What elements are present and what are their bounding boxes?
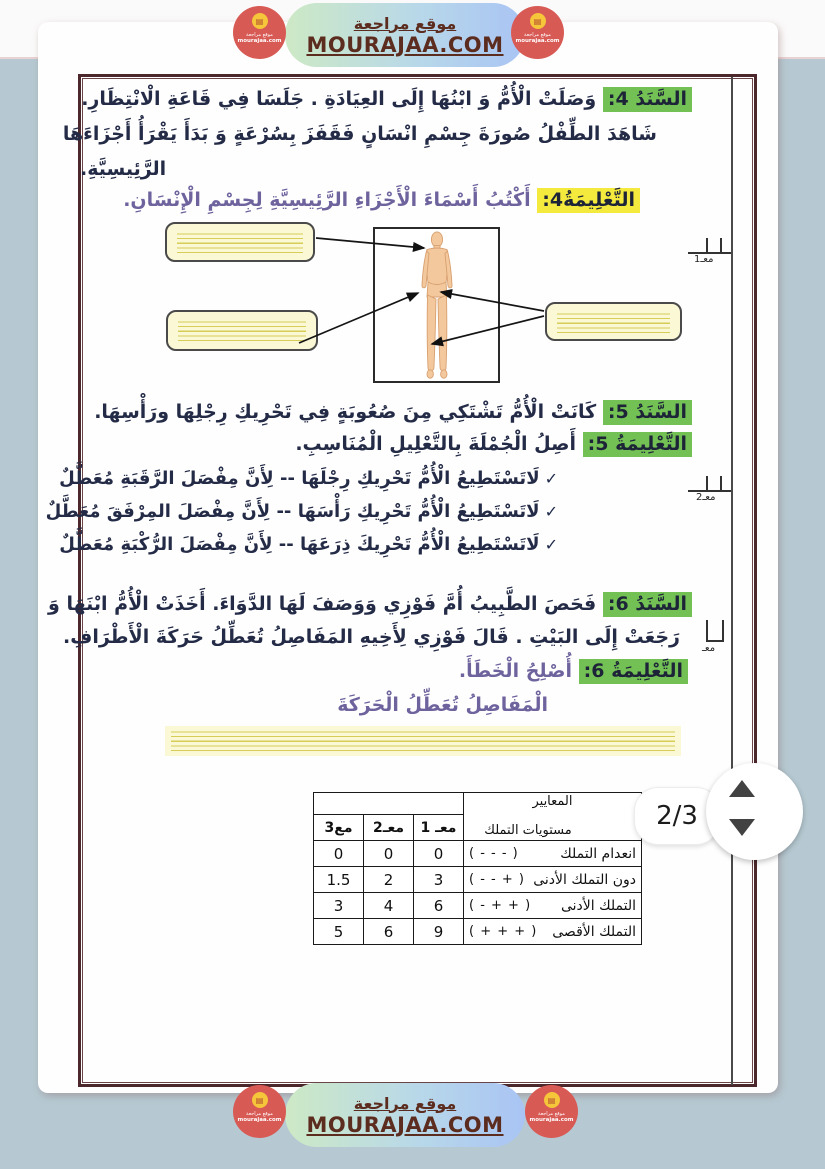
row-label: دون التملك الأدنى xyxy=(533,871,636,888)
taalima4-line xyxy=(123,185,640,215)
margin-mark-label: معـ2 xyxy=(696,492,716,503)
sanad6-label: السَّنَدُ 6: xyxy=(603,592,692,617)
rubric-corner-bottom: مستويات التملك xyxy=(484,823,572,838)
match-sentence: لَاتَسْتَطِيعُ الْأُمُّ تَحْرِيكِ رَأْسَهَا xyxy=(297,500,540,522)
sanad6-text2: رَجَعَتْ إِلَى البَيْتِ . قَالَ فَوْزِي لِأَخِيهِ المَفَاصِلُ تُعَطِّلُ حَرَكَةَ الْأَطْرَافِ. xyxy=(63,626,680,648)
rubric-table xyxy=(313,792,642,945)
taalima4-label: التَّعْلِيمَةُ4: xyxy=(537,188,640,213)
score-cell: 0 xyxy=(364,841,414,867)
sanad6-line1 xyxy=(48,589,692,619)
mourajaa-logo: ▤ موقع مراجعة mourajaa.com xyxy=(233,1085,286,1138)
match-reason: لِأَنَّ مِفْصَلَ الرَّقَبَةِ مُعَطَّلٌ xyxy=(59,467,274,489)
answer-box-bottom-left xyxy=(166,310,318,351)
rubric-row-3 xyxy=(314,893,642,919)
sanad4-line2: شَاهَدَ الطِّفْلُ صُورَةَ جِسْمِ انْسَانٍ فَقَفَزَ بِسُرْعَةٍ وَ بَدَأَ يَقْرَأُ أَجْزَاءَهَا xyxy=(62,123,657,145)
sanad4-label: السَّنَدُ 4: xyxy=(603,87,692,112)
page-indicator: 2/3 xyxy=(634,787,720,845)
sanad5-text: كَانَتْ الْأُمُّ تَشْتَكِي مِنَ صُعُوبَةٍ فِي تَحْرِيكِ رِجْلِهَا ورَأْسِهَا. xyxy=(94,401,597,423)
taalima5-line xyxy=(295,429,692,459)
book-icon: ▤ xyxy=(252,1092,268,1108)
score-cell: 1.5 xyxy=(314,867,364,893)
score-cell: 6 xyxy=(364,919,414,945)
margin-mark-label: معـ xyxy=(702,643,716,654)
sanad4-line1 xyxy=(81,84,692,114)
mourajaa-logo: ▤ موقع مراجعة mourajaa.com xyxy=(525,1085,578,1138)
row-label: انعدام التملك xyxy=(560,845,636,862)
rubric-row-2 xyxy=(314,867,642,893)
rubric-corner-top: المعايير xyxy=(532,794,573,809)
rubric-row-1 xyxy=(314,841,642,867)
score-cell: 0 xyxy=(414,841,464,867)
human-figure-box xyxy=(373,227,500,383)
top-banner-link[interactable] xyxy=(285,3,525,67)
site-name-arabic: موقع مراجعة xyxy=(353,13,457,33)
score-cell: 2 xyxy=(364,867,414,893)
answer-lines xyxy=(557,310,670,333)
match-row-3: ✓لَاتَسْتَطِيعُ الْأُمُّ تَحْرِيكَ ذِرَعَهَا - - لِأَنَّ مِفْصَلَ الرُّكْبَةِ مُعَطَّلٌ xyxy=(59,533,558,555)
sanad4-text: وَصَلَتْ الْأُمُّ وَ ابْنُهَا إِلَى العِيَادَةِ . جَلَسَا فِي قَاعَةِ الْانْتِظَارِ. xyxy=(81,88,597,110)
match-row-2: ✓لَاتَسْتَطِيعُ الْأُمُّ تَحْرِيكِ رَأْسَهَا - - لِأَنَّ مِفْصَلَ المِرْفَقَ مُعَطَّلٌ xyxy=(45,500,558,522)
margin-mark-label: معـ1 xyxy=(694,254,714,265)
match-sentence: لَاتَسْتَطِيعُ الْأُمُّ تَحْرِيكِ رِجْلَهَا xyxy=(301,467,540,489)
rubric-corner-cell xyxy=(464,793,642,841)
score-cell: 6 xyxy=(414,893,464,919)
site-name-arabic: موقع مراجعة xyxy=(353,1093,457,1113)
taalima5-label: التَّعْلِيمَةُ 5: xyxy=(583,432,692,457)
check-icon: ✓ xyxy=(544,468,558,488)
col-header-m2: معـ2 xyxy=(364,815,414,841)
answer-lines xyxy=(178,318,306,343)
rubric-empty-cell xyxy=(314,793,464,815)
match-reason: لِأَنَّ مِفْصَلَ المِرْفَقَ مُعَطَّلٌ xyxy=(45,500,271,522)
match-sentence: لَاتَسْتَطِيعُ الْأُمُّ تَحْرِيكَ ذِرَعَهَا xyxy=(300,533,540,555)
answer-lines-strip xyxy=(165,726,681,756)
row-symbols: ( + + + ) xyxy=(469,924,538,939)
sanad4-line3: الرَّئِيسِيَّةِ. xyxy=(80,158,167,180)
check-icon: ✓ xyxy=(544,501,558,521)
sanad5-label: السَّنَدُ 5: xyxy=(603,400,692,425)
scroll-down-icon[interactable] xyxy=(729,819,755,836)
answer-box-top-left xyxy=(165,222,315,262)
human-figure xyxy=(404,231,470,381)
row-label: التملك الأقصى xyxy=(552,923,636,940)
sentence-to-fix: الْمَفَاصِلُ تُعَطِّلُ الْحَرَكَةَ xyxy=(337,694,548,716)
mourajaa-logo: ▤ موقع مراجعة mourajaa.com xyxy=(233,6,286,59)
scroll-widget[interactable] xyxy=(706,763,803,860)
match-row-1: ✓لَاتَسْتَطِيعُ الْأُمُّ تَحْرِيكِ رِجْلَهَا - - لِأَنَّ مِفْصَلَ الرَّقَبَةِ مُعَطَّلٌ xyxy=(59,467,558,489)
taalima4-text: أَكْتُبُ أَسْمَاءَ الْأَجْزَاءِ الرَّئِيسِيَّةِ لِجِسْمِ الْإِنْسَانِ. xyxy=(123,189,531,211)
match-reason: لِأَنَّ مِفْصَلَ الرُّكْبَةِ مُعَطَّلٌ xyxy=(59,533,273,555)
sanad6-line2 xyxy=(63,622,680,652)
row-symbols: ( - + + ) xyxy=(469,898,532,913)
row-label: التملك الأدنى xyxy=(560,897,636,914)
check-icon: ✓ xyxy=(544,534,558,554)
score-cell: 9 xyxy=(414,919,464,945)
row-symbols: ( - - + ) xyxy=(469,872,525,887)
taalima6-label: التَّعْلِيمَةُ 6: xyxy=(579,659,688,684)
mourajaa-logo: ▤ موقع مراجعة mourajaa.com xyxy=(511,6,564,59)
row-symbols: ( - - - ) xyxy=(469,846,519,861)
score-cell: 3 xyxy=(314,893,364,919)
answer-box-right xyxy=(545,302,682,341)
score-cell: 3 xyxy=(414,867,464,893)
taalima6-text: أُصْلِحُ الْخَطَأَ. xyxy=(458,660,573,682)
score-cell: 5 xyxy=(314,919,364,945)
rubric-row-4 xyxy=(314,919,642,945)
bottom-banner-link[interactable] xyxy=(285,1083,525,1147)
score-cell: 4 xyxy=(364,893,414,919)
margin-score-column xyxy=(731,77,733,1085)
scroll-up-icon[interactable] xyxy=(729,780,755,797)
col-header-m1: معـ 1 xyxy=(414,815,464,841)
sanad5-line1 xyxy=(94,397,692,427)
col-header-m3: مع3 xyxy=(314,815,364,841)
taalima6-line xyxy=(459,656,688,686)
sanad6-text1: فَحَصَ الطَّبِيبُ أُمَّ فَوْزِي وَوَصَفَ لَهَا الدَّوَاءَ. أَخَذَتْ الْأُمُّ ابْنَهَا وَ xyxy=(48,593,597,615)
site-domain: MOURAJAA.COM xyxy=(306,32,504,57)
answer-lines xyxy=(177,230,303,254)
taalima5-text: أَصِلُ الْجُمْلَةَ بِالتَّعْلِيلِ الْمُنَاسِبِ. xyxy=(295,433,577,455)
score-cell: 0 xyxy=(314,841,364,867)
book-icon: ▤ xyxy=(530,13,546,29)
book-icon: ▤ xyxy=(252,13,268,29)
book-icon: ▤ xyxy=(544,1092,560,1108)
site-domain: MOURAJAA.COM xyxy=(306,1112,504,1137)
answer-lines xyxy=(171,728,675,754)
